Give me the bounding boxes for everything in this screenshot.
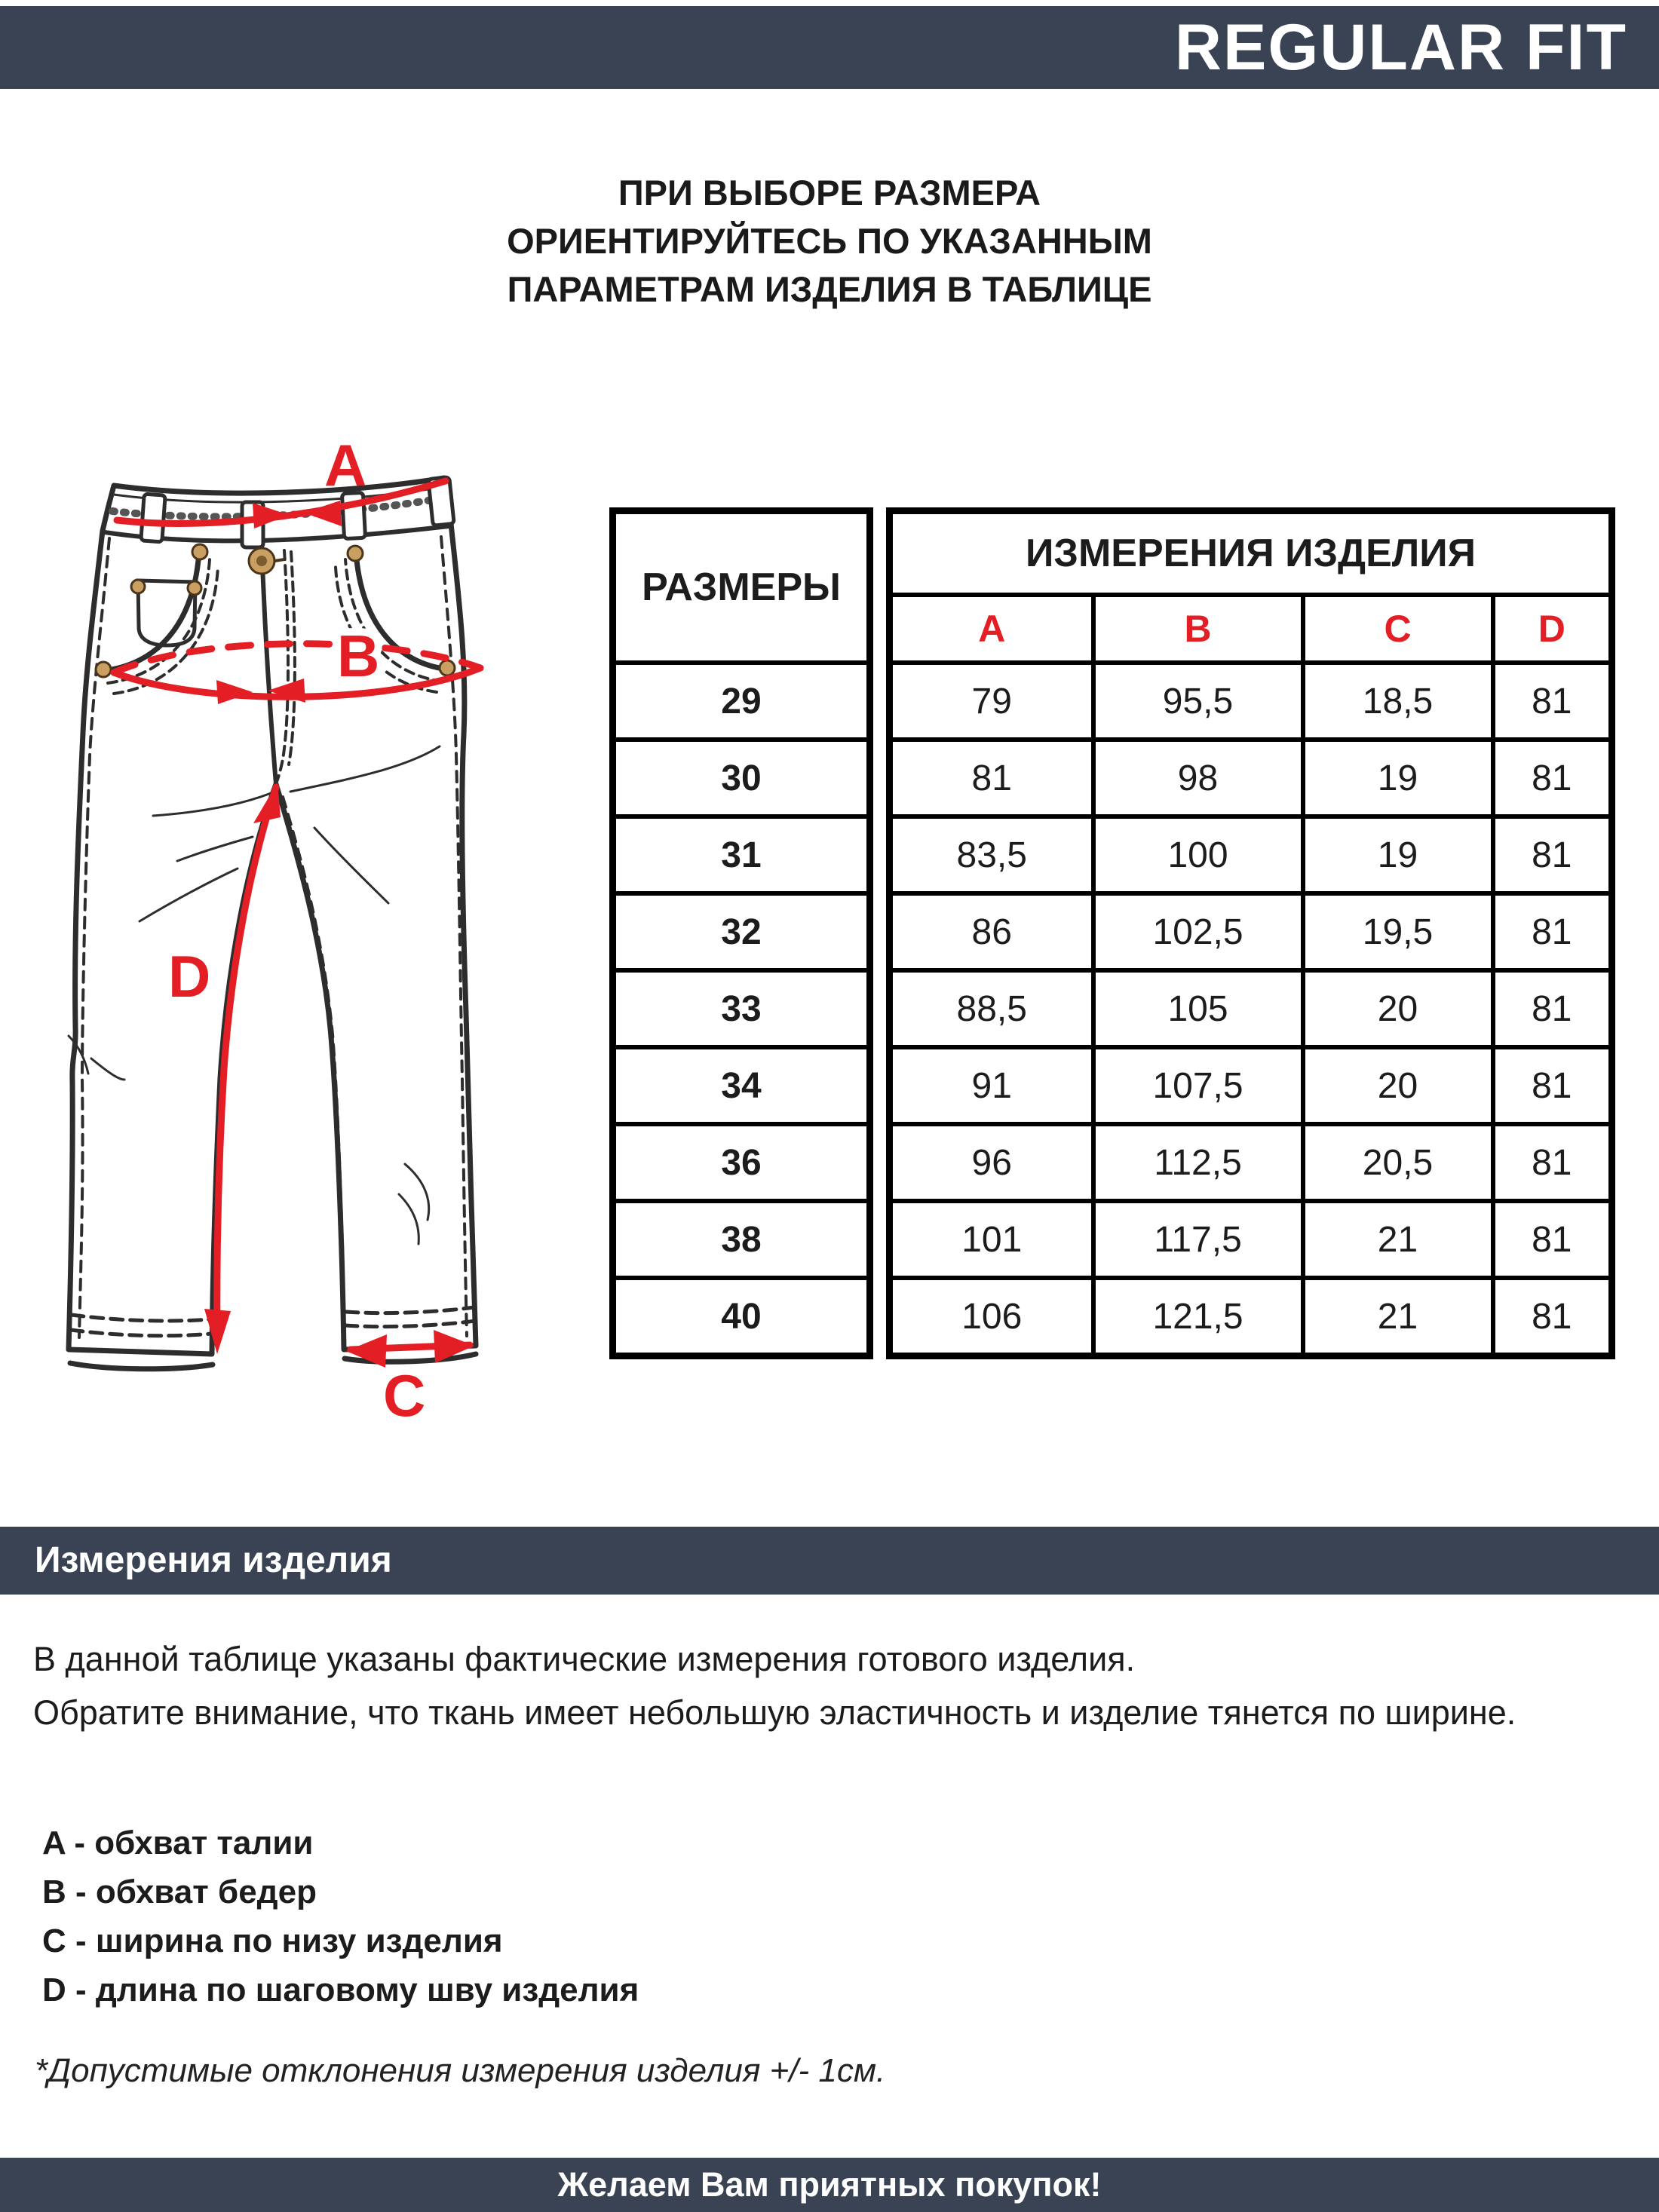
sizes-body	[613, 663, 870, 1356]
size-row	[613, 1278, 870, 1356]
measurement-cell-a: 79	[890, 663, 1093, 740]
measurement-cell-b: 117,5	[1093, 1201, 1303, 1278]
jeans-technical-drawing	[64, 432, 486, 1429]
size-cell: 38	[613, 1201, 870, 1278]
section-title: Измерения изделия	[35, 1540, 392, 1580]
column-letter-a: A	[890, 595, 1093, 663]
footnote: *Допустимые отклонения измерения изделия +/- 1см.	[35, 2052, 886, 2089]
measurement-cell-c: 21	[1303, 1201, 1493, 1278]
size-cell: 40	[613, 1278, 870, 1356]
measurement-cell-d: 81	[1493, 1278, 1612, 1356]
header-band	[0, 6, 1659, 89]
measurement-cell-d: 81	[1493, 816, 1612, 893]
description-text	[33, 1638, 1602, 1745]
measurement-cell-c: 20	[1303, 970, 1493, 1047]
measurement-cell-a: 91	[890, 1047, 1093, 1124]
column-letter-c: C	[1303, 595, 1493, 663]
measurement-cell-c: 19	[1303, 740, 1493, 816]
size-row	[613, 663, 870, 740]
measurement-row	[890, 970, 1612, 1047]
measurement-cell-c: 20,5	[1303, 1124, 1493, 1201]
measurement-cell-a: 81	[890, 740, 1093, 816]
size-row	[613, 970, 870, 1047]
size-cell: 34	[613, 1047, 870, 1124]
button-shank	[274, 559, 284, 561]
measurement-cell-d: 81	[1493, 1201, 1612, 1278]
measurement-cell-b: 102,5	[1093, 893, 1303, 970]
legend-item: B - обхват бедер	[42, 1873, 317, 1910]
measurement-cell-d: 81	[1493, 663, 1612, 740]
measurement-cell-c: 19,5	[1303, 893, 1493, 970]
column-letter-b: B	[1093, 595, 1303, 663]
measurement-cell-b: 107,5	[1093, 1047, 1303, 1124]
size-row	[613, 893, 870, 970]
measurement-cell-c: 19	[1303, 816, 1493, 893]
measures-body	[890, 663, 1612, 1356]
measurement-cell-b: 100	[1093, 816, 1303, 893]
legend	[42, 1818, 639, 2014]
measurement-cell-b: 112,5	[1093, 1124, 1303, 1201]
intro-line: ОРИЕНТИРУЙТЕСЬ ПО УКАЗАННЫМ	[507, 221, 1152, 261]
measurement-cell-c: 20	[1303, 1047, 1493, 1124]
measurement-cell-a: 83,5	[890, 816, 1093, 893]
footer-message: Желаем Вам приятных покупок!	[557, 2165, 1102, 2204]
measurement-cell-b: 105	[1093, 970, 1303, 1047]
measurement-row	[890, 1047, 1612, 1124]
measurements-table	[886, 507, 1615, 1359]
measurement-cell-a: 86	[890, 893, 1093, 970]
measurement-cell-d: 81	[1493, 970, 1612, 1047]
size-cell: 29	[613, 663, 870, 740]
measurement-row	[890, 893, 1612, 970]
intro-text	[0, 169, 1659, 314]
column-letter-d: D	[1493, 595, 1612, 663]
footer-band	[0, 2158, 1659, 2212]
measurement-row	[890, 740, 1612, 816]
page-title: REGULAR FIT	[1174, 11, 1627, 84]
measurements-header-cell: ИЗМЕРЕНИЯ ИЗДЕЛИЯ	[890, 511, 1612, 596]
size-row	[613, 1047, 870, 1124]
section-band	[0, 1527, 1659, 1595]
measure-label-c: C	[383, 1362, 426, 1429]
description-paragraph-1: В данной таблице указаны фактические измерения готового изделия.	[33, 1640, 1136, 1678]
measure-label-d: D	[168, 943, 211, 1009]
legend-item: A - обхват талии	[42, 1824, 314, 1861]
measurement-cell-c: 18,5	[1303, 663, 1493, 740]
measurement-row	[890, 663, 1612, 740]
size-row	[613, 740, 870, 816]
measurement-cell-a: 88,5	[890, 970, 1093, 1047]
measurement-cell-d: 81	[1493, 740, 1612, 816]
measurement-cell-d: 81	[1493, 1047, 1612, 1124]
size-cell: 31	[613, 816, 870, 893]
size-cell: 32	[613, 893, 870, 970]
jeans-outline	[69, 478, 476, 1354]
measurement-row	[890, 1201, 1612, 1278]
measurement-cell-a: 106	[890, 1278, 1093, 1356]
size-row	[613, 1201, 870, 1278]
sizes-table	[609, 507, 873, 1359]
measurement-cell-b: 121,5	[1093, 1278, 1303, 1356]
size-cell: 33	[613, 970, 870, 1047]
measure-label-b: B	[337, 623, 380, 689]
measurement-cell-a: 101	[890, 1201, 1093, 1278]
sizes-header-cell: РАЗМЕРЫ	[613, 511, 870, 663]
measure-label-a: A	[324, 432, 367, 498]
measurement-cell-a: 96	[890, 1124, 1093, 1201]
button-center	[256, 556, 267, 566]
size-row	[613, 816, 870, 893]
legend-item: D - длина по шаговому шву изделия	[42, 1971, 639, 2008]
measurement-row	[890, 816, 1612, 893]
size-cell: 36	[613, 1124, 870, 1201]
size-row	[613, 1124, 870, 1201]
legend-item: C - ширина по низу изделия	[42, 1922, 503, 1959]
intro-line: ПАРАМЕТРАМ ИЗДЕЛИЯ В ТАБЛИЦЕ	[507, 269, 1152, 309]
measurement-row	[890, 1124, 1612, 1201]
measurement-cell-d: 81	[1493, 1124, 1612, 1201]
measurement-row	[890, 1278, 1612, 1356]
size-cell: 30	[613, 740, 870, 816]
description-paragraph-2: Обратите внимание, что ткань имеет небольшую эластичность и изделие тянется по ширине.	[33, 1693, 1516, 1732]
column-letters-row	[890, 595, 1612, 663]
intro-line: ПРИ ВЫБОРЕ РАЗМЕРА	[618, 173, 1041, 213]
measurement-cell-d: 81	[1493, 893, 1612, 970]
measurement-cell-b: 95,5	[1093, 663, 1303, 740]
measurement-cell-c: 21	[1303, 1278, 1493, 1356]
measurement-cell-b: 98	[1093, 740, 1303, 816]
